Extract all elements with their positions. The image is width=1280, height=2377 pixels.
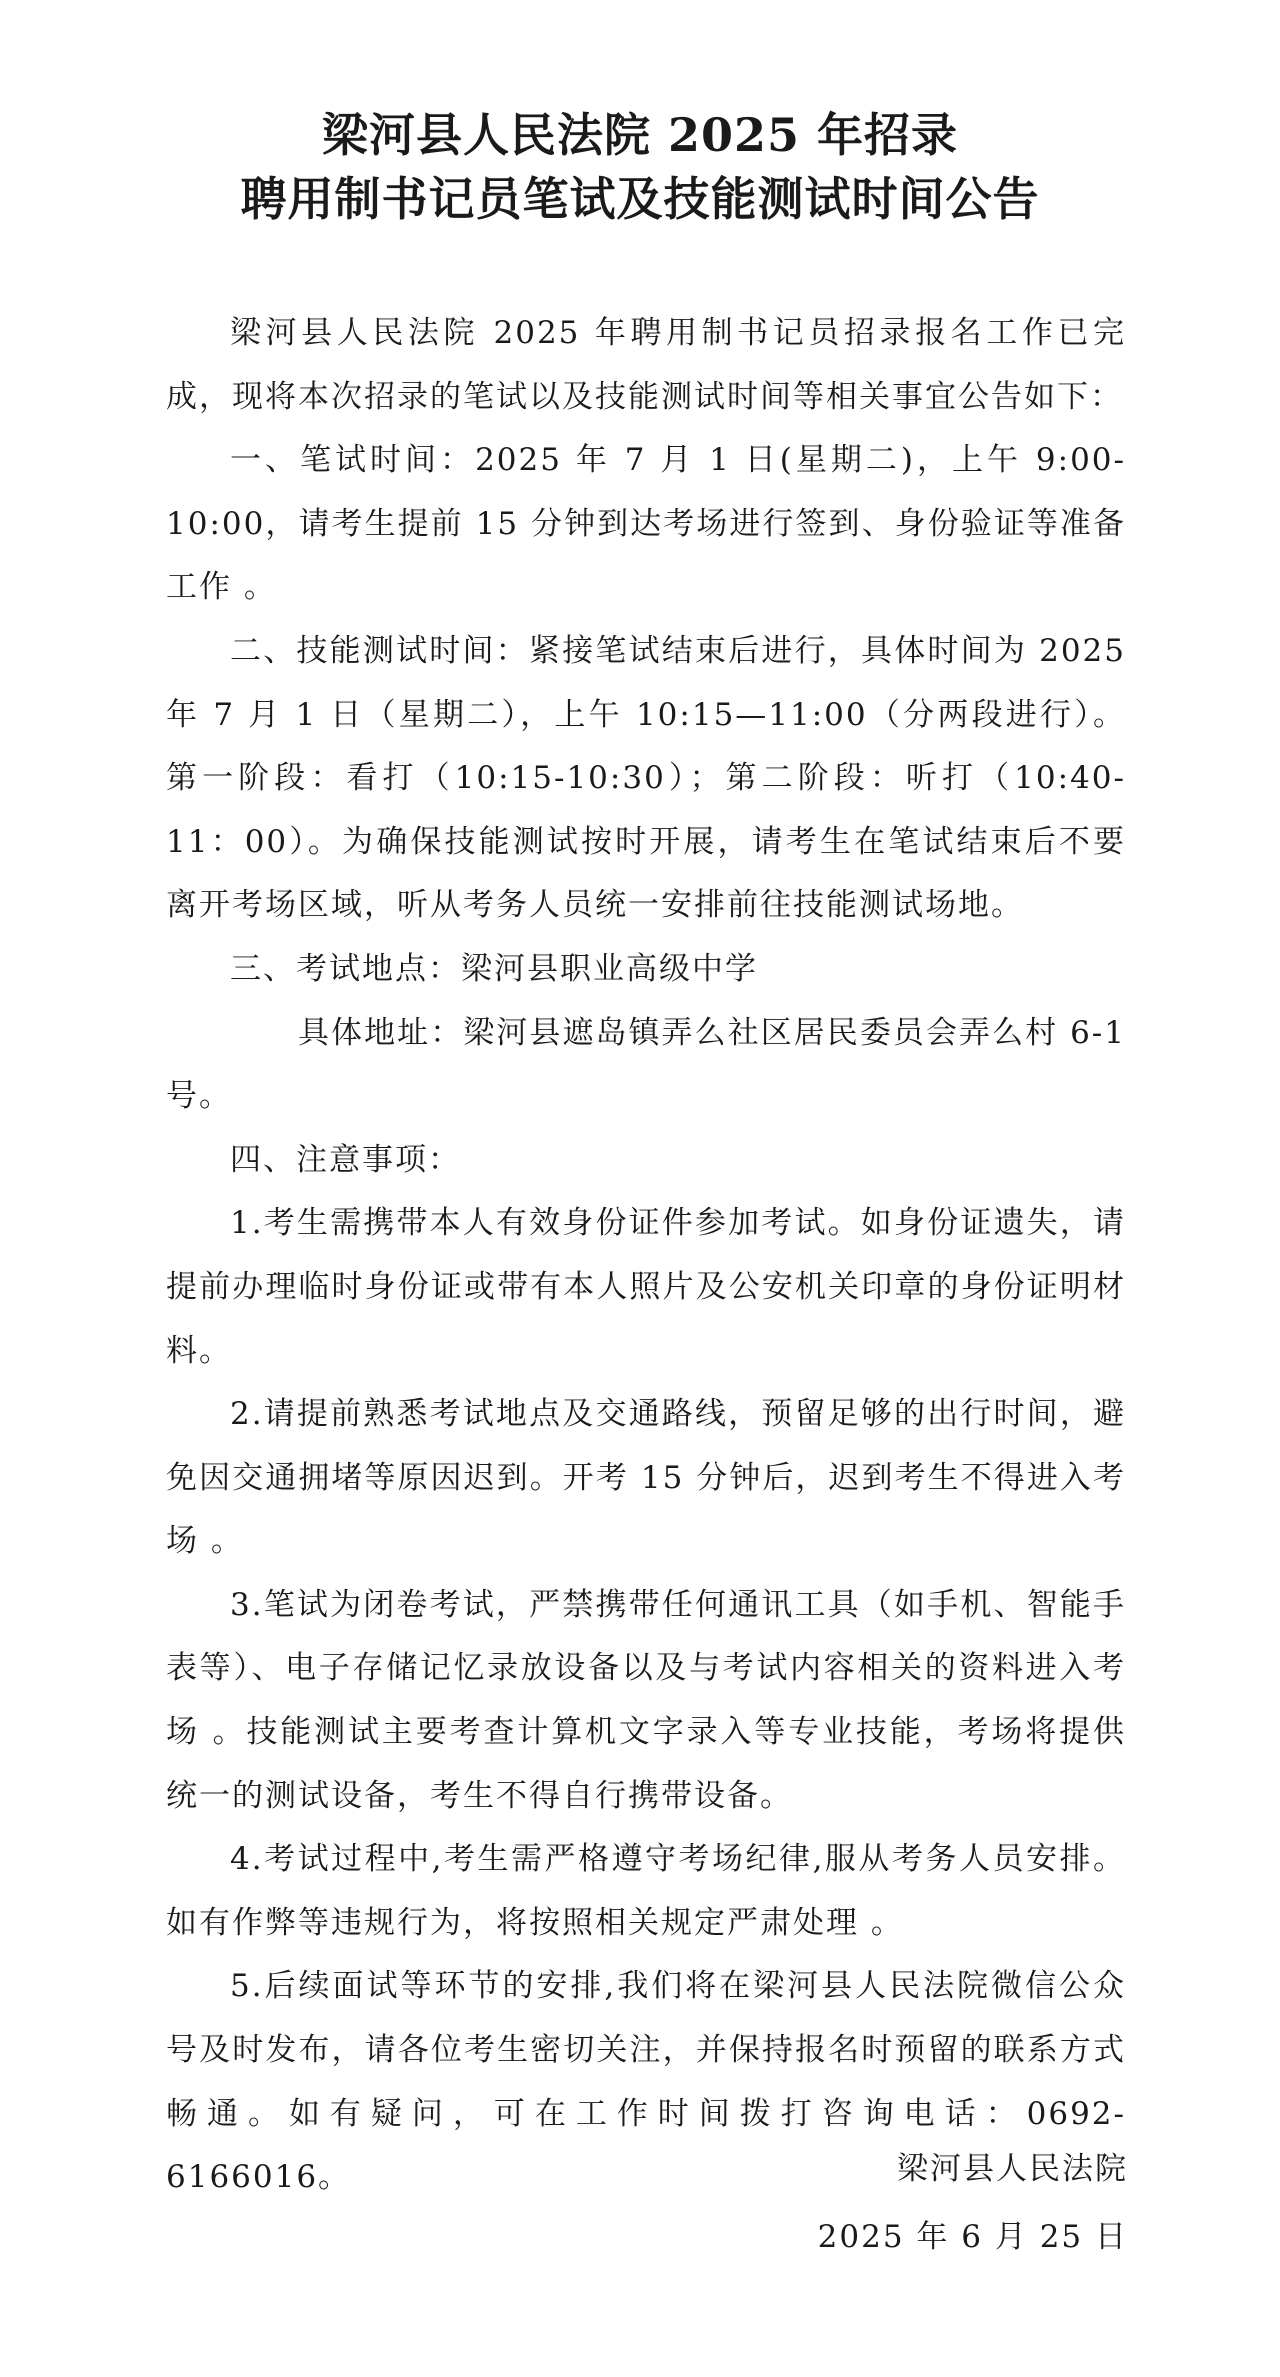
notice-title-line2: 聘用制书记员笔试及技能测试时间公告: [240, 172, 1040, 226]
note-item: 3.笔试为闭卷考试，严禁携带任何通讯工具（如手机、智能手表等）、电子存储记忆录放设备以及与考试内容相关的资料进入考场 。技能测试主要考查计算机文字录入等专业技能，考场将提供统一的测试设备，考生不得自行携带设备。: [166, 1586, 1126, 1814]
signature-block: [818, 2135, 1128, 2271]
section-exam-location: 三、考试地点：梁河县职业高级中学: [230, 950, 758, 987]
note-item: 2.请提前熟悉考试地点及交通路线，预留足够的出行时间，避免因交通拥堵等原因迟到。开考 15 分钟后，迟到考生不得进入考场 。: [166, 1396, 1126, 1560]
section-written-exam-time: 一、笔试时间：2025 年 7 月 1 日(星期二)，上午 9:00-10:00，请考生提前 15 分钟到达考场进行签到、身份验证等准备工作 。: [166, 442, 1126, 606]
exam-address: 具体地址：梁河县遮岛镇弄么社区居民委员会弄么村 6-1 号。: [166, 1014, 1126, 1115]
signature-date: 2025 年 6 月 25 日: [817, 2219, 1128, 2255]
section-notes-title: 四、注意事项：: [230, 1141, 461, 1178]
signature-org: 梁河县人民法院: [897, 2151, 1128, 2187]
note-item: 1.考生需携带本人有效身份证件参加考试。如身份证遗失，请提前办理临时身份证或带有本人照片及公安机关印章的身份证明材料。: [166, 1205, 1126, 1369]
section-skill-test-time: 二、技能测试时间：紧接笔试结束后进行，具体时间为 2025 年 7 月 1 日（星期二），上午 10:15—11:00（分两段进行）。第一阶段：看打（10:15-10:30）；第二阶段：听打（10:40-11：00）。为确保技能测试按时开展，请考生在笔试结束后不要离开考场区域，听从考务人员统一安排前往技能测试场地。: [166, 632, 1126, 924]
note-item: 5.后续面试等环节的安排,我们将在梁河县人民法院微信公众号及时发布，请各位考生密切关注，并保持报名时预留的联系方式畅通。如有疑问，可在工作时间拨打咨询电话：0692-6166016。: [166, 1968, 1126, 2196]
notice-body: [166, 302, 1126, 2210]
notice-title-line1: 梁河县人民法院 2025 年招录: [321, 108, 959, 162]
note-item: 4.考试过程中,考生需严格遵守考场纪律,服从考务人员安排。如有作弊等违规行为，将按照相关规定严肃处理 。: [166, 1841, 1126, 1941]
intro-paragraph: 梁河县人民法院 2025 年聘用制书记员招录报名工作已完成，现将本次招录的笔试以及技能测试时间等相关事宜公告如下：: [166, 315, 1126, 415]
